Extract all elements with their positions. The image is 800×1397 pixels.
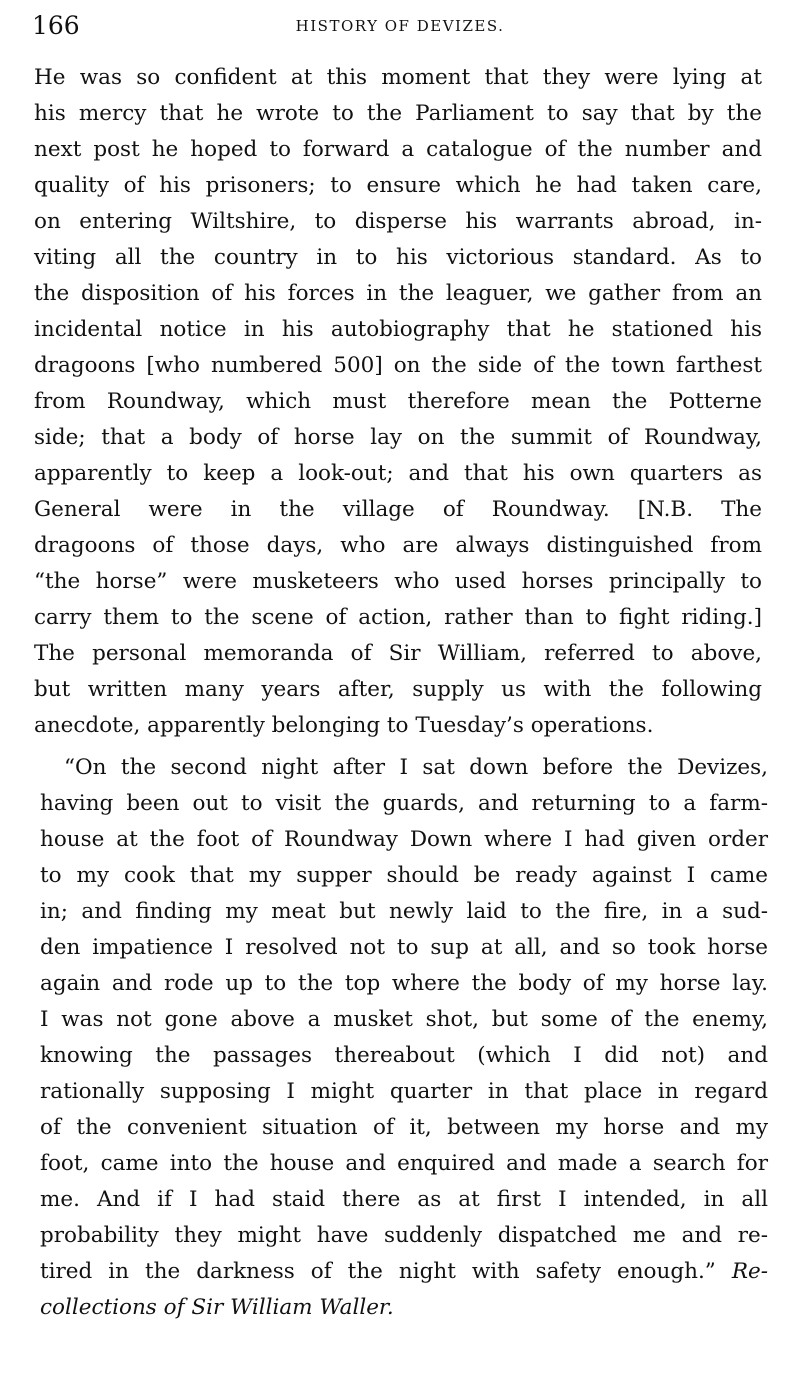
paragraph-line: “the horse” were musketeers who used horses principally to: [34, 569, 762, 594]
quotation-line: in; and finding my meat but newly laid to the fire, in a sud-: [40, 899, 768, 924]
paragraph-line: He was so confident at this moment that they were lying at: [34, 65, 762, 90]
quotation-line: knowing the passages thereabout (which I did not) and: [40, 1043, 768, 1068]
paragraph-line: on entering Wiltshire, to disperse his warrants abroad, in-: [34, 209, 762, 234]
paragraph-line: incidental notice in his autobiography that he stationed his: [34, 317, 762, 342]
quotation-line-with-citation: [40, 1254, 768, 1290]
quotation-line: rationally supposing I might quarter in that place in regard: [40, 1079, 768, 1104]
paragraph-line: dragoons [who numbered 500] on the side of the town farthest: [34, 353, 762, 378]
quotation-line: of the convenient situation of it, between my horse and my: [40, 1115, 768, 1140]
page-number: 166: [32, 11, 80, 40]
running-title: HISTORY OF DEVIZES.: [295, 17, 505, 35]
quotation-line: me. And if I had staid there as at first I intended, in all: [40, 1187, 768, 1212]
quotation-line: den impatience I resolved not to sup at all, and so took horse: [40, 935, 768, 960]
quotation-line: having been out to visit the guards, and returning to a farm-: [40, 791, 768, 816]
quotation-line: probability they might have suddenly dispatched me and re-: [40, 1223, 768, 1248]
paragraph-line: side; that a body of horse lay on the summit of Roundway,: [34, 425, 762, 450]
paragraph-line: the disposition of his forces in the leaguer, we gather from an: [34, 281, 762, 306]
page-header: [32, 10, 768, 44]
paragraph-line: from Roundway, which must therefore mean the Potterne: [34, 389, 762, 414]
quotation-line: to my cook that my supper should be ready against I came: [40, 863, 768, 888]
paragraph-line: General were in the village of Roundway. [N.B. The: [34, 497, 762, 522]
citation-start: Re-: [731, 1259, 768, 1284]
quotation-line: foot, came into the house and enquired and made a search for: [40, 1151, 768, 1176]
paragraph-line: but written many years after, supply us with the following: [34, 677, 762, 702]
paragraph-line: apparently to keep a look-out; and that his own quarters as: [34, 461, 762, 486]
paragraph-line: carry them to the scene of action, rather than to fight riding.]: [34, 605, 762, 630]
quotation-closing-text: tired in the darkness of the night with safety enough.”: [40, 1259, 716, 1284]
quotation-line: “On the second night after I sat down before the Devizes,: [64, 755, 768, 780]
paragraph-line: quality of his prisoners; to ensure which he had taken care,: [34, 173, 762, 198]
citation: collections of Sir William Waller.: [40, 1295, 394, 1320]
quotation-line: again and rode up to the top where the body of my horse lay.: [40, 971, 768, 996]
paragraph-line: next post he hoped to forward a catalogue of the number and: [34, 137, 762, 162]
quotation-line: I was not gone above a musket shot, but some of the enemy,: [40, 1007, 768, 1032]
paragraph-line: anecdote, apparently belonging to Tuesday’s operations.: [34, 713, 654, 738]
paragraph-line: The personal memoranda of Sir William, referred to above,: [34, 641, 762, 666]
paragraph-line: his mercy that he wrote to the Parliament to say that by the: [34, 101, 762, 126]
paragraph-line: viting all the country in to his victorious standard. As to: [34, 245, 762, 270]
quotation-line: house at the foot of Roundway Down where I had given order: [40, 827, 768, 852]
paragraph-line: dragoons of those days, who are always distinguished from: [34, 533, 762, 558]
